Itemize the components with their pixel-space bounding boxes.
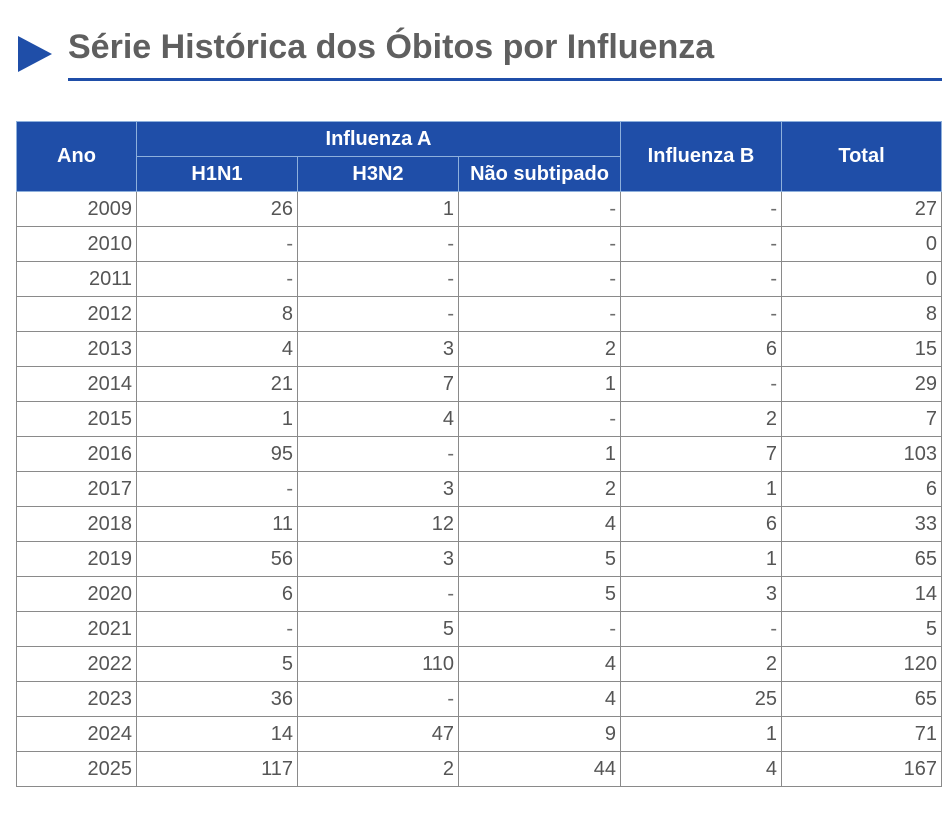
cell-h1n1: 4	[137, 332, 298, 367]
cell-h1n1: 14	[137, 717, 298, 752]
cell-h3n2: 5	[298, 612, 459, 647]
cell-h1n1: 26	[137, 192, 298, 227]
cell-h3n2: -	[298, 437, 459, 472]
cell-h1n1: 95	[137, 437, 298, 472]
cell-h1n1: 5	[137, 647, 298, 682]
cell-total: 5	[782, 612, 942, 647]
table-row	[17, 542, 942, 577]
cell-ano: 2019	[17, 542, 137, 577]
cell-nao-subtipado: -	[459, 612, 621, 647]
cell-h1n1: 1	[137, 402, 298, 437]
cell-ano: 2018	[17, 507, 137, 542]
cell-ano: 2010	[17, 227, 137, 262]
column-header-h3n2: H3N2	[298, 157, 459, 192]
cell-ano: 2009	[17, 192, 137, 227]
cell-influenza-b: 7	[621, 437, 782, 472]
cell-influenza-b: -	[621, 612, 782, 647]
table-row	[17, 367, 942, 402]
cell-ano: 2022	[17, 647, 137, 682]
table-row	[17, 192, 942, 227]
cell-total: 29	[782, 367, 942, 402]
cell-influenza-b: 1	[621, 542, 782, 577]
cell-h3n2: 4	[298, 402, 459, 437]
cell-ano: 2017	[17, 472, 137, 507]
cell-h1n1: -	[137, 227, 298, 262]
cell-ano: 2012	[17, 297, 137, 332]
cell-nao-subtipado: -	[459, 402, 621, 437]
page-header	[18, 24, 942, 84]
cell-total: 167	[782, 752, 942, 787]
cell-nao-subtipado: 9	[459, 717, 621, 752]
cell-total: 33	[782, 507, 942, 542]
cell-total: 120	[782, 647, 942, 682]
cell-h3n2: -	[298, 682, 459, 717]
cell-influenza-b: -	[621, 192, 782, 227]
cell-nao-subtipado: 5	[459, 542, 621, 577]
cell-influenza-b: -	[621, 367, 782, 402]
table-row	[17, 507, 942, 542]
cell-influenza-b: 6	[621, 507, 782, 542]
cell-nao-subtipado: -	[459, 262, 621, 297]
table-row	[17, 472, 942, 507]
table-row	[17, 682, 942, 717]
cell-h3n2: 3	[298, 472, 459, 507]
cell-ano: 2021	[17, 612, 137, 647]
table-row	[17, 332, 942, 367]
cell-h1n1: 56	[137, 542, 298, 577]
cell-total: 27	[782, 192, 942, 227]
triangle-right-icon	[18, 36, 52, 72]
cell-influenza-b: -	[621, 262, 782, 297]
table-row	[17, 297, 942, 332]
cell-nao-subtipado: 2	[459, 472, 621, 507]
cell-total: 8	[782, 297, 942, 332]
cell-influenza-b: -	[621, 227, 782, 262]
cell-influenza-b: 25	[621, 682, 782, 717]
cell-h1n1: 11	[137, 507, 298, 542]
table-row	[17, 402, 942, 437]
table-row	[17, 262, 942, 297]
cell-total: 14	[782, 577, 942, 612]
cell-ano: 2014	[17, 367, 137, 402]
cell-influenza-b: 2	[621, 647, 782, 682]
cell-nao-subtipado: 4	[459, 507, 621, 542]
cell-h1n1: 6	[137, 577, 298, 612]
cell-total: 103	[782, 437, 942, 472]
cell-ano: 2025	[17, 752, 137, 787]
cell-h1n1: -	[137, 472, 298, 507]
cell-total: 7	[782, 402, 942, 437]
cell-ano: 2011	[17, 262, 137, 297]
page-title: Série Histórica dos Óbitos por Influenza	[68, 28, 715, 66]
cell-total: 65	[782, 682, 942, 717]
cell-h1n1: 36	[137, 682, 298, 717]
cell-ano: 2015	[17, 402, 137, 437]
cell-h3n2: 110	[298, 647, 459, 682]
column-group-influenza-a: Influenza A	[137, 122, 621, 157]
table-row	[17, 437, 942, 472]
table-row	[17, 752, 942, 787]
cell-h3n2: 3	[298, 542, 459, 577]
cell-nao-subtipado: 1	[459, 367, 621, 402]
cell-total: 71	[782, 717, 942, 752]
cell-nao-subtipado: -	[459, 297, 621, 332]
cell-total: 0	[782, 262, 942, 297]
cell-h3n2: -	[298, 262, 459, 297]
cell-h3n2: 7	[298, 367, 459, 402]
cell-h3n2: 47	[298, 717, 459, 752]
title-underline	[68, 78, 942, 81]
cell-h3n2: -	[298, 227, 459, 262]
cell-influenza-b: -	[621, 297, 782, 332]
cell-ano: 2023	[17, 682, 137, 717]
cell-h1n1: 21	[137, 367, 298, 402]
cell-nao-subtipado: -	[459, 192, 621, 227]
table-row	[17, 717, 942, 752]
cell-h1n1: -	[137, 612, 298, 647]
table-header	[17, 122, 942, 192]
cell-influenza-b: 4	[621, 752, 782, 787]
cell-total: 6	[782, 472, 942, 507]
column-header-ano: Ano	[17, 122, 137, 192]
cell-h3n2: -	[298, 297, 459, 332]
cell-nao-subtipado: 5	[459, 577, 621, 612]
cell-h1n1: 117	[137, 752, 298, 787]
cell-influenza-b: 3	[621, 577, 782, 612]
cell-ano: 2020	[17, 577, 137, 612]
cell-h3n2: -	[298, 577, 459, 612]
influenza-deaths-table	[16, 121, 942, 787]
cell-nao-subtipado: -	[459, 227, 621, 262]
column-header-influenza-b: Influenza B	[621, 122, 782, 192]
cell-h1n1: -	[137, 262, 298, 297]
cell-total: 65	[782, 542, 942, 577]
cell-nao-subtipado: 1	[459, 437, 621, 472]
cell-influenza-b: 1	[621, 717, 782, 752]
cell-nao-subtipado: 4	[459, 682, 621, 717]
cell-ano: 2013	[17, 332, 137, 367]
column-header-nao-subtipado: Não subtipado	[459, 157, 621, 192]
cell-h3n2: 1	[298, 192, 459, 227]
cell-nao-subtipado: 44	[459, 752, 621, 787]
cell-total: 15	[782, 332, 942, 367]
cell-nao-subtipado: 2	[459, 332, 621, 367]
table-row	[17, 647, 942, 682]
cell-h3n2: 3	[298, 332, 459, 367]
table-row	[17, 577, 942, 612]
cell-h1n1: 8	[137, 297, 298, 332]
cell-influenza-b: 1	[621, 472, 782, 507]
column-header-h1n1: H1N1	[137, 157, 298, 192]
cell-influenza-b: 6	[621, 332, 782, 367]
cell-influenza-b: 2	[621, 402, 782, 437]
cell-h3n2: 2	[298, 752, 459, 787]
cell-nao-subtipado: 4	[459, 647, 621, 682]
cell-ano: 2024	[17, 717, 137, 752]
column-header-total: Total	[782, 122, 942, 192]
cell-ano: 2016	[17, 437, 137, 472]
table-body	[17, 192, 942, 787]
cell-h3n2: 12	[298, 507, 459, 542]
cell-total: 0	[782, 227, 942, 262]
table-row	[17, 227, 942, 262]
table-row	[17, 612, 942, 647]
